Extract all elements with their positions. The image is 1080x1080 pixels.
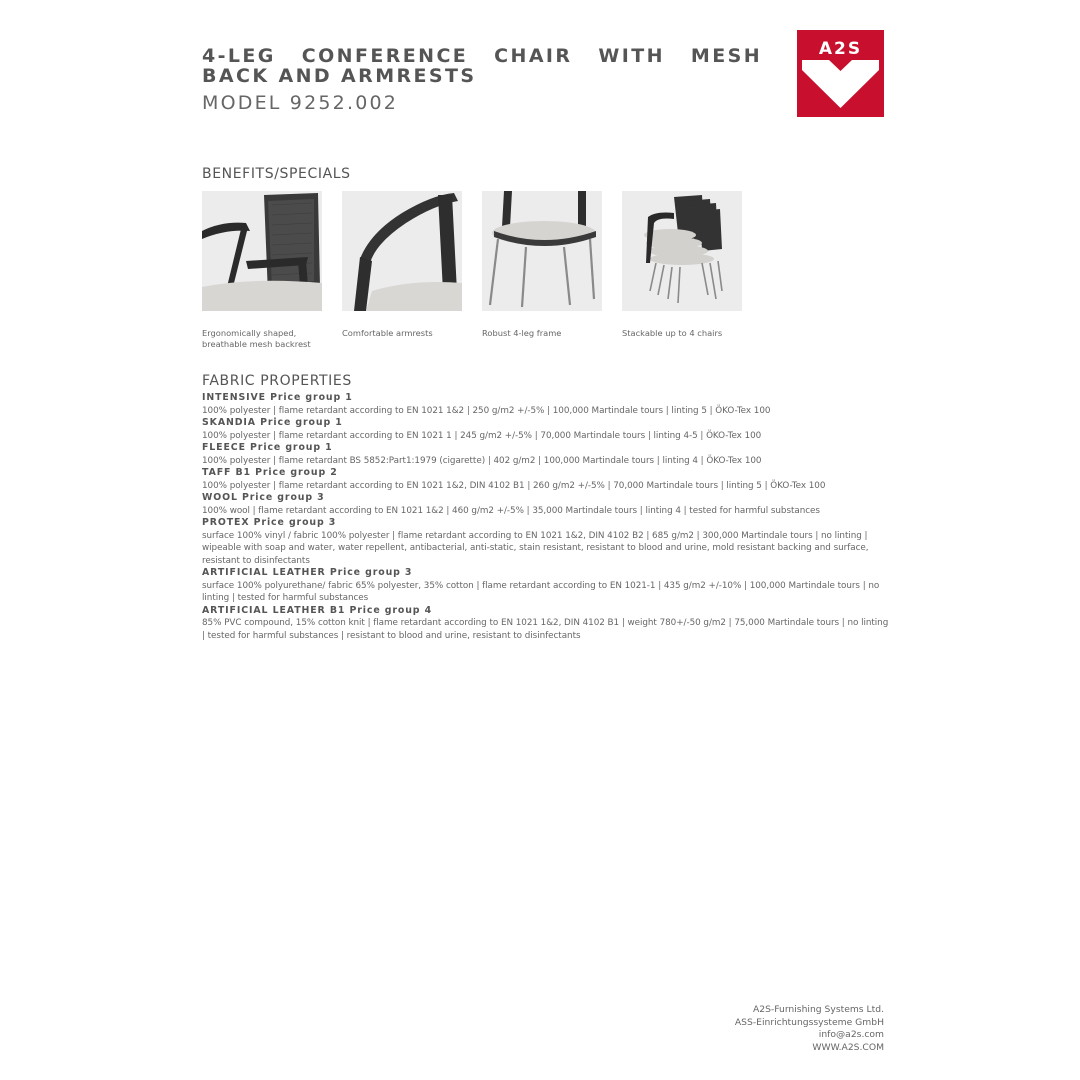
benefit-caption: Robust 4-leg frame bbox=[482, 328, 562, 338]
email-link[interactable]: info@a2s.com bbox=[818, 1029, 884, 1040]
fabric-name: PROTEX Price group 3 bbox=[202, 517, 337, 528]
mesh-backrest-photo-icon bbox=[202, 191, 322, 311]
benefit-item-armrests bbox=[342, 191, 462, 339]
fabric-description: 100% polyester | flame retardant according to EN 1021 1&2, DIN 4102 B1 | 260 g/m2 +/-5% | 70,000 Martindale tours | linting 5 | ÖKO-Tex 100 bbox=[202, 480, 826, 491]
benefits-gallery bbox=[202, 191, 762, 351]
logo-text: A2S bbox=[818, 39, 863, 59]
benefit-caption: Stackable up to 4 chairs bbox=[622, 328, 723, 338]
fabric-description: surface 100% vinyl / fabric 100% polyester | flame retardant according to EN 1021 1&2, DIN 4102 B2 | 685 g/m2 | 300,000 Martindale tours | no linting | wipeable with soap and water, water repellent, antibacterial, anti-static, stain resistant, resistant to blood and urine, mold resistant backing and surface, resistant to disinfectants bbox=[202, 530, 869, 566]
company-name-en: A2S-Furnishing Systems Ltd. bbox=[752, 1004, 884, 1015]
fabric-name: ARTIFICIAL LEATHER Price group 3 bbox=[202, 567, 413, 578]
fabric-name: INTENSIVE Price group 1 bbox=[202, 392, 353, 403]
fabric-description: surface 100% polyurethane/ fabric 65% polyester, 35% cotton | flame retardant according to EN 1021-1 | 435 g/m2 +/-10% | 100,000 Martindale tours | no linting | tested for harmful substances bbox=[202, 580, 880, 603]
fabric-description: 100% polyester | flame retardant BS 5852:Part1:1979 (cigarette) | 402 g/m2 | 100,000 Martindale tours | linting 4 | ÖKO-Tex 100 bbox=[202, 455, 762, 466]
fabric-item bbox=[202, 492, 892, 517]
fabric-item bbox=[202, 417, 892, 442]
fabric-item bbox=[202, 567, 892, 605]
stacked-chairs-photo-icon bbox=[622, 191, 742, 311]
armrest-photo-icon bbox=[342, 191, 462, 311]
fabric-item bbox=[202, 517, 892, 567]
fabric-description: 85% PVC compound, 15% cotton knit | flame retardant according to EN 1021 1&2, DIN 4102 B1 | weight 780+/-50 g/m2 | 75,000 Martindale tours | no linting | tested for harmful substances | resistant to blood and urine, resistant to disinfectants bbox=[202, 618, 889, 641]
fabric-name: ARTIFICIAL LEATHER B1 Price group 4 bbox=[202, 604, 432, 616]
fabric-description: 100% wool | flame retardant according to EN 1021 1&2 | 460 g/m2 +/-5% | 35,000 Martindale tours | linting 4 | tested for harmful substances bbox=[202, 505, 820, 516]
fabric-item bbox=[202, 442, 892, 467]
benefit-item-mesh-backrest bbox=[202, 191, 322, 350]
website-link[interactable]: WWW.A2S.COM bbox=[812, 1041, 884, 1053]
leg-frame-photo-icon bbox=[482, 191, 602, 311]
fabric-item bbox=[202, 392, 892, 417]
product-title: 4-LEG CONFERENCE CHAIR WITH MESH BACK AND ARMRESTS bbox=[202, 45, 762, 87]
fabric-list bbox=[202, 392, 892, 642]
fabric-item bbox=[202, 467, 892, 492]
fabric-item bbox=[202, 605, 892, 643]
fabric-name: TAFF B1 Price group 2 bbox=[202, 467, 338, 478]
a2s-logo bbox=[797, 30, 884, 117]
fabric-description: 100% polyester | flame retardant according to EN 1021 1&2 | 250 g/m2 +/-5% | 100,000 Martindale tours | linting 5 | ÖKO-Tex 100 bbox=[202, 405, 771, 416]
fabric-description: 100% polyester | flame retardant according to EN 1021 1 | 245 g/m2 +/-5% | 70,000 Martindale tours | linting 4-5 | ÖKO-Tex 100 bbox=[202, 430, 762, 441]
benefit-caption: Comfortable armrests bbox=[342, 328, 433, 338]
benefits-section-title: BENEFITS/SPECIALS bbox=[202, 166, 351, 182]
benefit-caption: Ergonomically shaped, breathable mesh backrest bbox=[202, 328, 311, 349]
company-name-de: ASS-Einrichtungssysteme GmbH bbox=[734, 1016, 884, 1028]
fabric-section-title: FABRIC PROPERTIES bbox=[202, 373, 352, 389]
benefit-item-stackable bbox=[622, 191, 742, 339]
fabric-name: FLEECE Price group 1 bbox=[202, 442, 333, 453]
fabric-name: WOOL Price group 3 bbox=[202, 492, 325, 503]
company-footer bbox=[735, 1004, 884, 1054]
fabric-name: SKANDIA Price group 1 bbox=[202, 417, 343, 428]
model-number: MODEL 9252.002 bbox=[202, 92, 399, 114]
benefit-item-leg-frame bbox=[482, 191, 602, 339]
